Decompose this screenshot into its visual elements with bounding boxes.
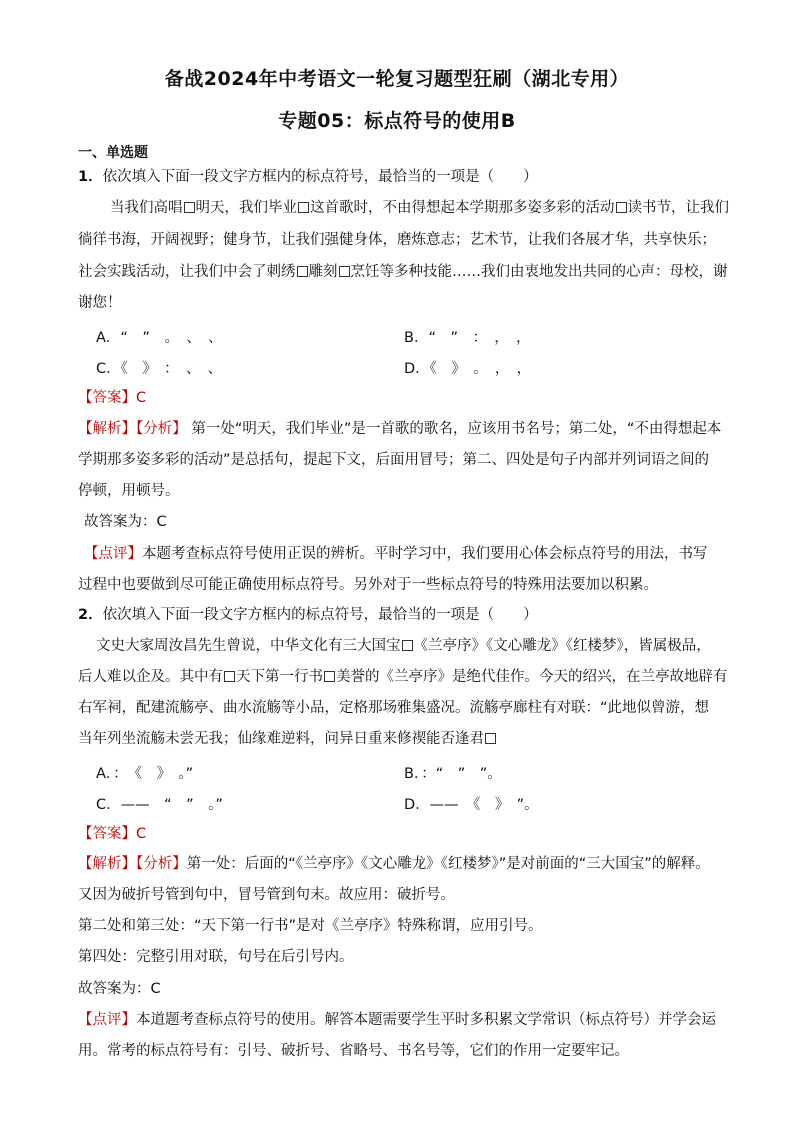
label-tag: 【解析】【分析】	[78, 421, 187, 437]
passage-text: 烹饪等多种技能……我们由衷地发出共同的心声：母校，谢	[350, 264, 728, 280]
document-title: 备战2024年中考语文一轮复习题型狂刷（湖北专用）	[164, 68, 630, 90]
passage-text: 社会实践活动，让我们中会了刺绣	[78, 264, 296, 280]
passage-text: 读书节，让我们	[627, 200, 729, 216]
passage-text: 雕刻	[308, 264, 338, 280]
analysis-line: 第二处和第三处：“天下第一行书”是对《兰亭序》特殊称谓，应用引号。	[78, 918, 543, 934]
option-c: C．《 》 ： 、 、	[96, 361, 223, 377]
comment-text	[78, 1012, 716, 1028]
question-1-stem	[78, 168, 728, 186]
comment-line: 用。常考的标点符号有：引号、破折号、省略号、书名号等，它们的作用一定要牢记。	[78, 1043, 629, 1059]
analysis-line: 停顿，用顿号。	[78, 483, 180, 499]
option-b: B．“ ” ： ， ，	[404, 330, 531, 346]
passage-text: 当我们高唱	[110, 200, 183, 216]
blank-box	[224, 671, 235, 682]
label-text: 本道题考查标点符号的使用。解答本题需要学生平时多积累文学常识（标点符号）并学会运	[136, 1012, 716, 1028]
comment-line: 过程中也要做到尽可能正确使用标点符号。另外对于一些标点符号的特殊用法要加以积累。	[78, 577, 658, 593]
blank-box	[616, 202, 627, 213]
comment-tag: 【点评】	[84, 546, 142, 562]
option-d: D．—— 《 》 ”。	[404, 797, 539, 813]
passage-line: 徜徉书海，开阔视野；健身节，让我们强健身体，磨炼意志；艺术节，让我们各展才华，共享快乐；	[78, 232, 716, 248]
passage-line	[78, 263, 728, 281]
passage-text: 美誉的《兰亭序》是绝代佳作。今天的绍兴，在兰亭故地辟有	[336, 669, 728, 685]
blank-box	[297, 266, 308, 277]
passage-line: 右军祠，配建流觞亭、曲水流觞等小品，定格那场雅集盛况。流觞亭廊柱有对联：“此地似曾游，想	[78, 700, 710, 716]
passage-text: 《兰亭序》《文心雕龙》《红楼梦》，皆属极品，	[413, 638, 711, 654]
passage-line	[110, 199, 760, 217]
question-2-stem	[78, 606, 728, 624]
blank-box	[339, 266, 350, 277]
passage-text: 文史大家周汝昌先生曾说，中华文化有三大国宝	[96, 638, 401, 654]
blank-box	[298, 202, 309, 213]
question-number: 2．	[78, 607, 103, 623]
passage-line	[78, 668, 728, 686]
option-d: D．《 》 。 ， ，	[404, 361, 532, 377]
analysis-line: 学期那多姿多彩的活动”是总括句，提起下文，后面用冒号；第二、四处是句子内部并列词语之间的	[78, 452, 710, 468]
question-number: 1．	[78, 169, 103, 185]
analysis-line	[78, 420, 728, 438]
answer-label: 【答案】C	[78, 826, 147, 842]
final-answer: 故答案为：C	[78, 981, 161, 997]
blank-box	[485, 733, 496, 744]
passage-text: 明天，我们毕业	[195, 200, 297, 216]
option-b: B．：“ ” ”。	[404, 766, 502, 782]
passage-line	[78, 730, 728, 748]
analysis-text	[78, 856, 710, 872]
option-a: A．“ ” 。 、 、	[96, 330, 223, 346]
option-a: A．： 《 》 。”	[96, 766, 194, 782]
final-answer: 故答案为：C	[84, 514, 167, 530]
blank-box	[402, 640, 413, 651]
blank-box	[184, 202, 195, 213]
passage-text: 当年列坐流觞未尝无我；仙缘难逆料，问异日重来修禊能否逢君	[78, 731, 484, 747]
option-c: C．—— “ ” 。”	[96, 797, 223, 813]
label-tag: 【点评】	[78, 1012, 136, 1028]
analysis-text	[78, 421, 721, 437]
section-heading: 一、单选题	[78, 145, 148, 161]
analysis-line: 第四处：完整引用对联，句号在后引号内。	[78, 949, 354, 965]
label-tag: 【解析】【分析】	[78, 856, 187, 872]
comment-line	[78, 1011, 728, 1029]
blank-box	[324, 671, 335, 682]
passage-line: 谢您！	[78, 295, 122, 311]
passage-text: 天下第一行书	[236, 669, 323, 685]
passage-text: 这首歌时，不由得想起本学期那多姿多彩的活动	[310, 200, 615, 216]
answer-label: 【答案】C	[78, 390, 147, 406]
label-text: 第一处“明天，我们毕业”是一首歌的歌名，应该用书名号；第二处，“不由得想起本	[186, 421, 722, 437]
question-text: 依次填入下面一段文字方框内的标点符号，最恰当的一项是（ ）	[102, 607, 538, 623]
passage-line	[96, 637, 746, 655]
passage-text: 后人难以企及。其中有	[78, 669, 223, 685]
comment-line	[84, 545, 734, 563]
analysis-line	[78, 855, 728, 873]
label-text: 第一处：后面的“《兰亭序》《文心雕龙》《红楼梦》”是对前面的“三大国宝”的解释。	[186, 856, 710, 872]
document-subtitle: 专题05：标点符号的使用B	[278, 110, 516, 132]
question-text: 依次填入下面一段文字方框内的标点符号，最恰当的一项是（ ）	[102, 169, 538, 185]
analysis-line: 又因为破折号管到句中，冒号管到句末。故应用：破折号。	[78, 887, 455, 903]
comment-text: 本题考查标点符号使用正误的辨析。平时学习中，我们要用心体会标点符号的用法，书写	[142, 546, 708, 562]
